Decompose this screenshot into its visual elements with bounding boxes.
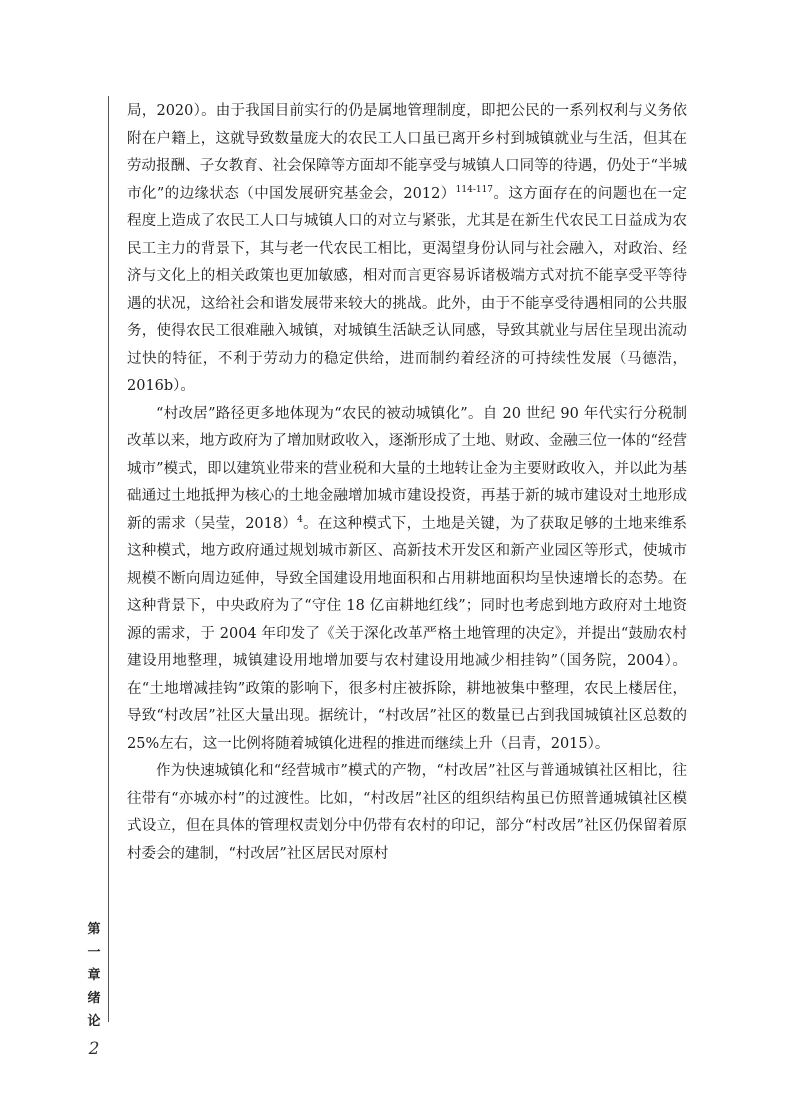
margin-rule	[108, 96, 109, 1022]
chapter-char: 章	[87, 968, 101, 983]
paragraph	[127, 758, 687, 868]
paragraph-text: “村改居”路径更多地体现为“农民的被动城镇化”。自 20 世纪 90 年代实行分税制改革以来，地方政府为了增加财政收入，逐渐形成了土地、财政、金融三位一体的“经营城市”模式，即以建筑业带来的营业税和大量的土地转让金为主要财政收入，并以此为基础通过土地抵押为核心的土地金融增加城市建设投资，再基于新的城市建设对土地形成新的需求（吴莹，2018）	[127, 405, 687, 532]
paragraph-text: 。在这种模式下，土地是关键，为了获取足够的土地来维系这种模式，地方政府通过规划城市新区、高新技术开发区和新产业园区等形式，使城市规模不断向周边延伸，导致全国建设用地面积和占用耕地面积均呈快速增长的态势。在这种背景下，中央政府为了“守住 18 亿亩耕地红线”；同时也考虑到地方政府对土地资源的需求，于 2004 年印发了《关于深化改革严格土地管理的决定》，并提出“鼓励农村建设用地整理，城镇建设用地增加要与农村建设用地减少相挂钩”（国务院，2004）。在“土地增减挂钩”政策的影响下，很多村庄被拆除，耕地被集中整理，农民上楼居住，导致“村改居”社区大量出现。据统计，“村改居”社区的数量已占到我国城镇社区总数的 25%左右，这一比例将随着城镇化进程的推进而继续上升（吕青，2015）。	[127, 515, 687, 752]
citation-superscript: 114-117	[455, 184, 494, 195]
paragraph	[127, 401, 687, 759]
chapter-char: 一	[87, 945, 101, 960]
body-text	[127, 98, 687, 868]
citation-superscript: 4	[297, 514, 303, 525]
chapter-char: 论	[87, 1014, 101, 1029]
chapter-char: 绪	[87, 991, 101, 1006]
paragraph-text: 作为快速城镇化和“经营城市”模式的产物，“村改居”社区与普通城镇社区相比，往往带有“亦城亦村”的过渡性。比如，“村改居”社区的组织结构虽已仿照普通城镇社区模式设立，但在具体的管理权责划分中仍带有农村的印记，部分“村改居”社区仍保留着原村委会的建制，“村改居”社区居民对原村	[127, 763, 687, 862]
page-number: 2	[88, 1039, 100, 1059]
paragraph-text: 。这方面存在的问题也在一定程度上造成了农民工人口与城镇人口的对立与紧张，尤其是在新生代农民工日益成为农民工主力的背景下，其与老一代农民工相比，更渴望身份认同与社会融入，对政治、经济与文化上的相关政策也更加敏感，相对而言更容易诉诸极端方式对抗不能享受平等待遇的状况，这给社会和谐发展带来较大的挑战。此外，由于不能享受待遇相同的公共服务，使得农民工很难融入城镇，对城镇生活缺乏认同感，导致其就业与居住呈现出流动过快的特征，不利于劳动力的稳定供给，进而制约着经济的可持续性发展（马德浩，2016b）。	[127, 185, 688, 394]
chapter-sidebar	[84, 918, 104, 1059]
paragraph-text: 局，2020）。由于我国目前实行的仍是属地管理制度，即把公民的一系列权利与义务依附在户籍上，这就导致数量庞大的农民工人口虽已离开乡村到城镇就业与生活，但其在劳动报酬、子女教育、社会保障等方面却不能享受与城镇人口同等的待遇，仍处于“半城市化”的边缘状态（中国发展研究基金会，2012）	[127, 103, 687, 202]
paragraph-continuation	[127, 98, 687, 401]
chapter-char: 第	[87, 922, 101, 937]
